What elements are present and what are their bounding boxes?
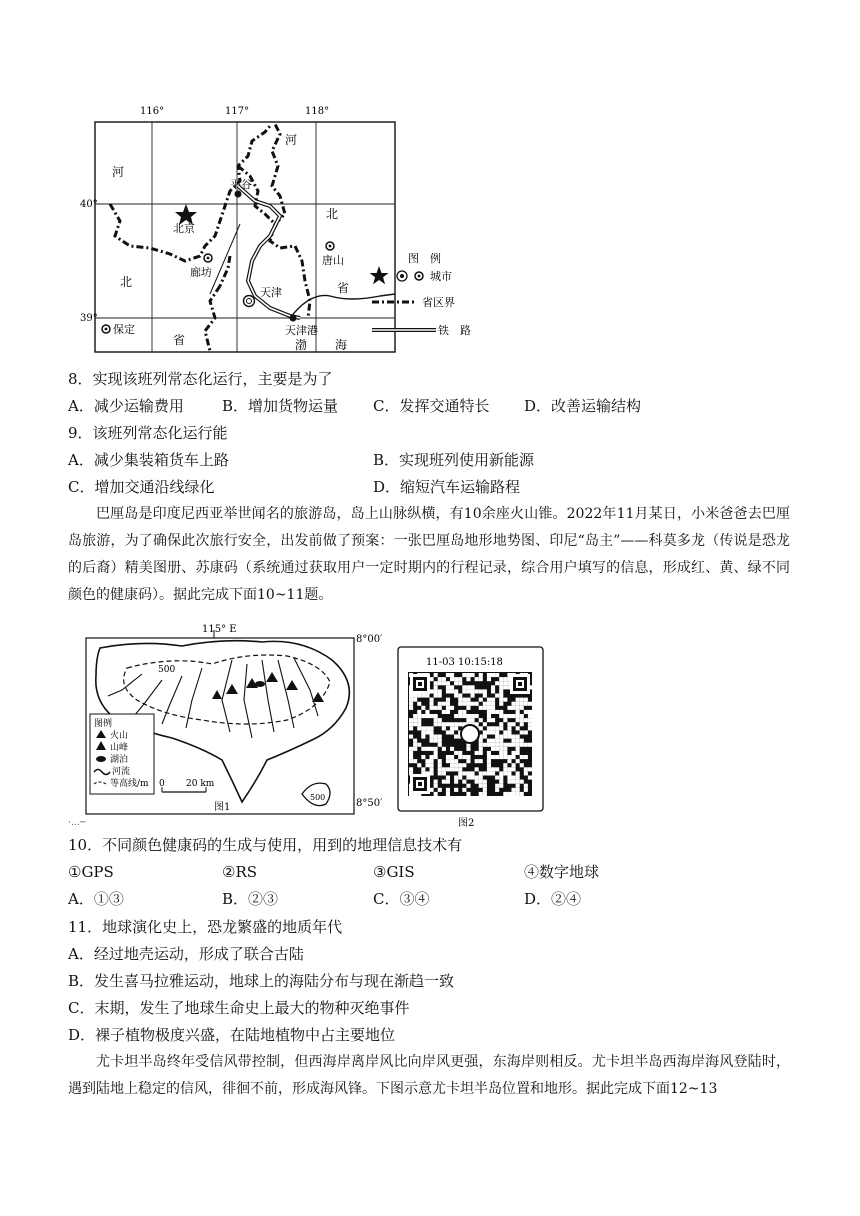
lon-label-118: 118° — [305, 106, 330, 117]
q9-option-c: C．增加交通沿线绿化 — [68, 478, 215, 496]
q8-option-b: B．增加货物运量 — [222, 397, 339, 415]
place-label: 河 — [285, 133, 298, 147]
place-label: 省 — [337, 281, 350, 295]
beijing-tianjin-map — [80, 96, 480, 358]
q9-option-d: D．缩短汽车运输路程 — [373, 478, 521, 496]
place-label: 省 — [173, 333, 186, 347]
fig1-legend-title: 图例 — [94, 719, 113, 729]
q10-item-4: ④数字地球 — [524, 863, 600, 881]
passage-yucatan: 尤卡坦半岛终年受信风带控制，但西海岸离岸风比向岸风更强，东海岸则相反。尤卡坦半岛西海岸海风登陆时，遇到陆地上稳定的信风，徘徊不前，形成海风锋。下图示意尤卡坦半岛位置和地形。据此完成下面12~13 — [68, 1054, 790, 1097]
fig1-lon-label: 115° E — [202, 624, 237, 635]
q11-stem: 11．地球演化史上，恐龙繁盛的地质年代 — [68, 918, 343, 936]
place-label: 渤 — [295, 338, 308, 352]
pinggu-city-icon — [235, 191, 242, 198]
fig1-lat-top: 8°00′ — [356, 634, 382, 645]
q9-option-b: B．实现班列使用新能源 — [373, 451, 535, 469]
city-tianjin: 天津 — [260, 286, 282, 299]
legend-title: 图 例 — [408, 252, 441, 265]
lon-label-117: 117° — [225, 106, 250, 117]
q10-stem: 10．不同颜色健康码的生成与使用，用到的地理信息技术有 — [68, 836, 463, 854]
contour-label: 500 — [310, 793, 326, 802]
q11-option-d: D．裸子植物极度兴盛，在陆地植物中占主要地位 — [68, 1026, 396, 1044]
passage-bali: 巴厘岛是印度尼西亚举世闻名的旅游岛，岛上山脉纵横，有10余座火山锥。2022年11月某日，小米爸爸去巴厘岛旅游，为了确保此次旅行安全，出发前做了预案：一张巴厘岛地形地势图、印尼“岛主”——科莫多龙（传说是恐龙的后裔）精美图册、苏康码（系统通过获取用户一定时期内的行程记录，综合用户填写的信息，形成红、黄、绿不同颜色的健康码）。据此完成下面10~11题。 — [68, 506, 790, 603]
place-label: 北 — [326, 207, 339, 221]
stray-mark: ·…─ — [68, 818, 86, 828]
place-label: 海 — [335, 338, 348, 352]
city-pinggu: 平谷 — [230, 178, 252, 191]
fig1-legend-volcano: 火山 — [110, 731, 129, 741]
legend-lake-icon — [96, 756, 106, 762]
fig1-legend-lake: 湖泊 — [110, 755, 129, 765]
legend-city: 城市 — [430, 270, 452, 283]
q8-stem: 8．实现该班列常态化运行，主要是为了 — [68, 370, 333, 388]
q9-option-a: A．减少集装箱货车上路 — [68, 451, 229, 469]
bali-topographic-map — [82, 620, 382, 820]
fig1-caption: 图1 — [214, 802, 231, 813]
health-code-figure — [396, 645, 546, 830]
fig1-legend-peak: 山峰 — [110, 743, 129, 753]
q11-option-a: A．经过地壳运动，形成了联合古陆 — [68, 945, 304, 963]
q10-item-2: ②RS — [222, 863, 258, 881]
lat-label-40: 40° — [80, 199, 98, 210]
city-tangshan: 唐山 — [322, 254, 344, 267]
fig1-legend-river: 河流 — [112, 767, 131, 777]
q8-option-c: C．发挥交通特长 — [373, 397, 490, 415]
q8-option-d: D．改善运输结构 — [524, 397, 642, 415]
city-baoding: 保定 — [113, 323, 135, 336]
fig2-caption: 图2 — [458, 818, 475, 829]
fig1-lat-bottom: 8°50′ — [356, 798, 382, 809]
q10-item-3: ③GIS — [373, 863, 415, 881]
city-beijing: 北京 — [173, 222, 195, 235]
q10-option-a: A．①③ — [68, 890, 124, 908]
city-langfang: 廊坊 — [190, 266, 212, 279]
q10-option-d: D．②④ — [524, 890, 582, 908]
q10-option-c: C．③④ — [373, 890, 430, 908]
q10-item-1: ①GPS — [68, 863, 114, 881]
q8-option-a: A．减少运输费用 — [68, 397, 184, 415]
scale-zero: 0 — [159, 779, 165, 789]
lon-label-116: 116° — [140, 106, 165, 117]
lake-icon — [255, 681, 265, 687]
q9-stem: 9．该班列常态化运行能 — [68, 424, 228, 442]
fig2-timestamp: 11-03 10:15:18 — [426, 657, 503, 668]
q10-option-b: B．②③ — [222, 890, 279, 908]
fig1-legend-contour: 等高线/m — [110, 779, 149, 789]
tianjingang-city-icon — [290, 315, 297, 322]
q11-option-b: B．发生喜马拉雅运动，地球上的海陆分布与现在渐趋一致 — [68, 972, 455, 990]
scale-20km: 20 km — [186, 779, 215, 789]
place-label: 河 — [112, 165, 125, 179]
place-label: 北 — [120, 275, 133, 289]
contour-label: 500 — [158, 665, 176, 675]
legend-railway: 铁 路 — [438, 324, 471, 337]
legend-boundary: 省区界 — [422, 296, 455, 309]
city-tianjingang: 天津港 — [285, 324, 318, 337]
q11-option-c: C．末期，发生了地球生命史上最大的物种灭绝事件 — [68, 999, 410, 1017]
lat-label-39: 39° — [80, 313, 98, 324]
